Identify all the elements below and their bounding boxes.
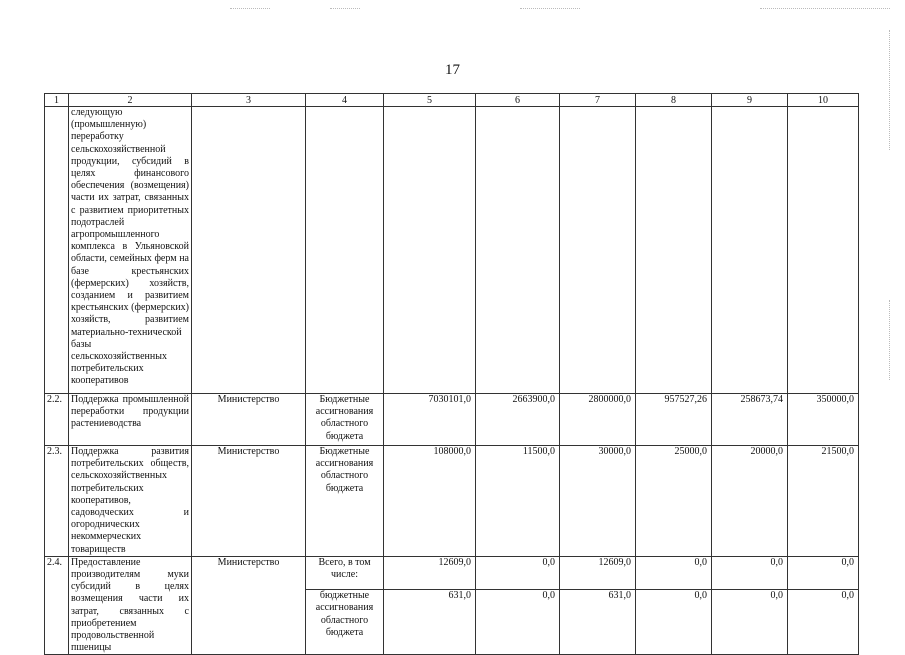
value-cell: [560, 107, 636, 394]
value-cell: 7030101,0: [384, 394, 476, 446]
scan-mark: [520, 8, 580, 10]
executor: Министерство: [192, 446, 306, 557]
scan-mark: [889, 300, 891, 380]
value-cell: 0,0: [636, 556, 712, 589]
executor: Министерство: [192, 394, 306, 446]
scan-mark: [760, 8, 890, 10]
header-cell: 5: [384, 94, 476, 107]
scan-mark: [889, 30, 891, 150]
measure-name: следующую (промышленную) переработку сельскохозяйственной продукции, субсидий в целях финансового обеспечения (возмещения) части их затрат, связанных с развитием приоритетных подотраслей агропромышленного комплекса в Ульяновской области, семейных ферм на базе крестьянских (фермерских) хозяйств, созданием и развитием крестьянских (фермерских) хозяйств, развитием материально-технической базы сельскохозяйственных потребительских кооперативов: [69, 107, 192, 394]
header-row: [45, 94, 859, 107]
funding-source-total: Всего, в том числе:: [306, 556, 384, 589]
value-cell: [712, 107, 788, 394]
value-cell: 0,0: [636, 590, 712, 655]
value-cell: [788, 107, 859, 394]
header-cell: 1: [45, 94, 69, 107]
table-row: [45, 556, 859, 589]
table-row: [45, 446, 859, 557]
value-cell: 12609,0: [560, 556, 636, 589]
funding-source: [306, 107, 384, 394]
value-cell: 0,0: [476, 590, 560, 655]
measure-name: Поддержка развития потребительских обществ, сельскохозяйственных потребительских кооперативов, садоводческих и огороднических некоммерческих товариществ: [69, 446, 192, 557]
header-cell: 6: [476, 94, 560, 107]
value-cell: 0,0: [788, 590, 859, 655]
funding-source: бюджетные ассигнования областного бюджета: [306, 590, 384, 655]
value-cell: 631,0: [384, 590, 476, 655]
scan-mark: [330, 8, 360, 10]
header-cell: 8: [636, 94, 712, 107]
header-cell: 3: [192, 94, 306, 107]
row-number: 2.4.: [45, 556, 69, 655]
funding-source: Бюджетные ассигнования областного бюджета: [306, 394, 384, 446]
value-cell: 12609,0: [384, 556, 476, 589]
value-cell: 2663900,0: [476, 394, 560, 446]
value-cell: [384, 107, 476, 394]
value-cell: 957527,26: [636, 394, 712, 446]
executor: Министерство: [192, 556, 306, 655]
value-cell: 0,0: [476, 556, 560, 589]
value-cell: 108000,0: [384, 446, 476, 557]
value-cell: 0,0: [712, 556, 788, 589]
header-cell: 2: [69, 94, 192, 107]
table-row: [45, 394, 859, 446]
value-cell: 25000,0: [636, 446, 712, 557]
funding-source: Бюджетные ассигнования областного бюджета: [306, 446, 384, 557]
measure-name: Предоставление производителям муки субсидий в целях возмещения части их затрат, связанных с приобретением продовольственной пшеницы: [69, 556, 192, 655]
scan-mark: [230, 8, 270, 10]
header-cell: 9: [712, 94, 788, 107]
value-cell: 21500,0: [788, 446, 859, 557]
value-cell: 30000,0: [560, 446, 636, 557]
row-number: 2.2.: [45, 394, 69, 446]
measure-name: Поддержка промышленной переработки продукции растениеводства: [69, 394, 192, 446]
value-cell: 0,0: [788, 556, 859, 589]
value-cell: 20000,0: [712, 446, 788, 557]
value-cell: 2800000,0: [560, 394, 636, 446]
budget-table: [44, 93, 859, 655]
value-cell: 350000,0: [788, 394, 859, 446]
table-row: [45, 107, 859, 394]
value-cell: 0,0: [712, 590, 788, 655]
header-cell: 10: [788, 94, 859, 107]
value-cell: 631,0: [560, 590, 636, 655]
header-cell: 7: [560, 94, 636, 107]
executor: [192, 107, 306, 394]
value-cell: 258673,74: [712, 394, 788, 446]
page-number: 17: [445, 62, 460, 78]
row-number: 2.3.: [45, 446, 69, 557]
header-cell: 4: [306, 94, 384, 107]
value-cell: 11500,0: [476, 446, 560, 557]
value-cell: [636, 107, 712, 394]
row-number: [45, 107, 69, 394]
value-cell: [476, 107, 560, 394]
